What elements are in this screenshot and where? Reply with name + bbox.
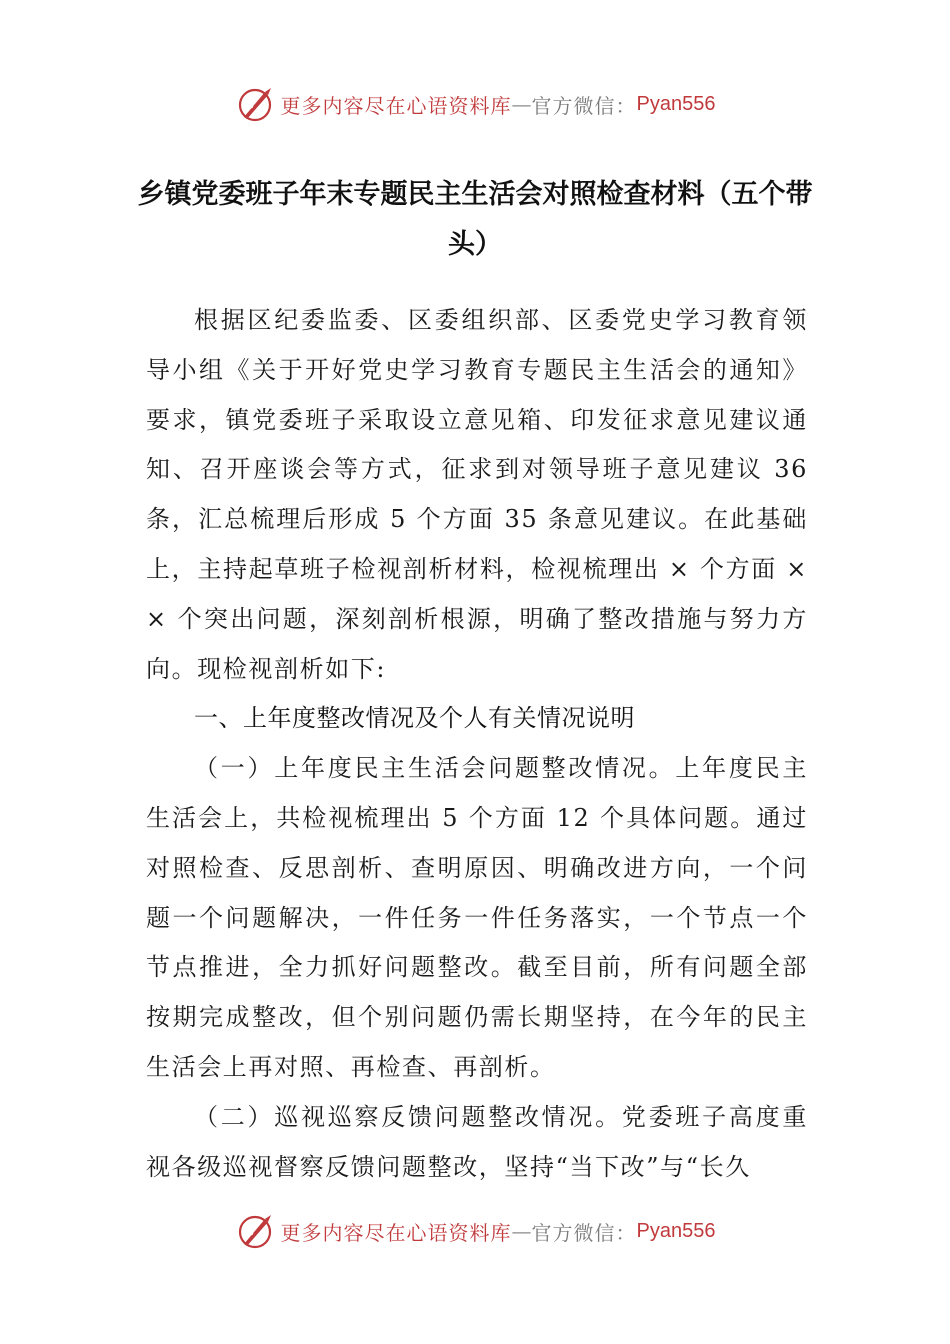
- watermark-official-label: 官方微信：: [531, 1220, 637, 1245]
- header-watermark: [0, 82, 950, 126]
- paragraph-rectification-last-year: （一）上年度民主生活会问题整改情况。上年度民主生活会上，共检视梳理出 5 个方面 12 个具体问题。通过对照检查、反思剖析、查明原因、明确改进方向，一个问题一个问题解决，一件任务一件任务落实，一个节点一个节点推进，全力抓好问题整改。截至目前，所有问题全部按期完成整改，但个别问题仍需长期坚持，在今年的民主生活会上再对照、再检查、再剖析。: [146, 754, 808, 1081]
- watermark-separator: —: [511, 1219, 532, 1243]
- footer-watermark: [0, 1209, 950, 1253]
- paragraph-inspection-feedback: （二）巡视巡察反馈问题整改情况。党委班子高度重视各级巡视督察反馈问题整改，坚持“当下改”与“长久: [146, 1102, 808, 1181]
- watermark-separator: —: [511, 92, 532, 116]
- document-body: [146, 296, 808, 1192]
- quill-pen-logo-icon: [235, 84, 275, 124]
- document-title: 乡镇党委班子年末专题民主生活会对照检查材料（五个带头）: [137, 179, 813, 260]
- section-heading: 一、上年度整改情况及个人有关情况说明: [194, 704, 635, 733]
- intro-paragraph: 根据区纪委监委、区委组织部、区委党史学习教育领导小组《关于开好党史学习教育专题民主生活会的通知》要求，镇党委班子采取设立意见箱、印发征求意见建议通知、召开座谈会等方式，征求到对领导班子意见建议 36 条，汇总梳理后形成 5 个方面 35 条意见建议。在此基础上，主持起草班子检视剖析材料，检视梳理出 × 个方面 × × 个突出问题，深刻剖析根源，明确了整改措施与努力方向。现检视剖析如下:: [146, 306, 808, 683]
- watermark-wechat-id: Pyan556: [636, 92, 716, 115]
- watermark-brand: 更多内容尽在心语资料库: [280, 1220, 512, 1245]
- watermark-wechat-id: Pyan556: [636, 1219, 716, 1242]
- quill-pen-logo-icon: [235, 1211, 275, 1251]
- watermark-official-label: 官方微信：: [531, 93, 637, 118]
- watermark-brand: 更多内容尽在心语资料库: [280, 93, 512, 118]
